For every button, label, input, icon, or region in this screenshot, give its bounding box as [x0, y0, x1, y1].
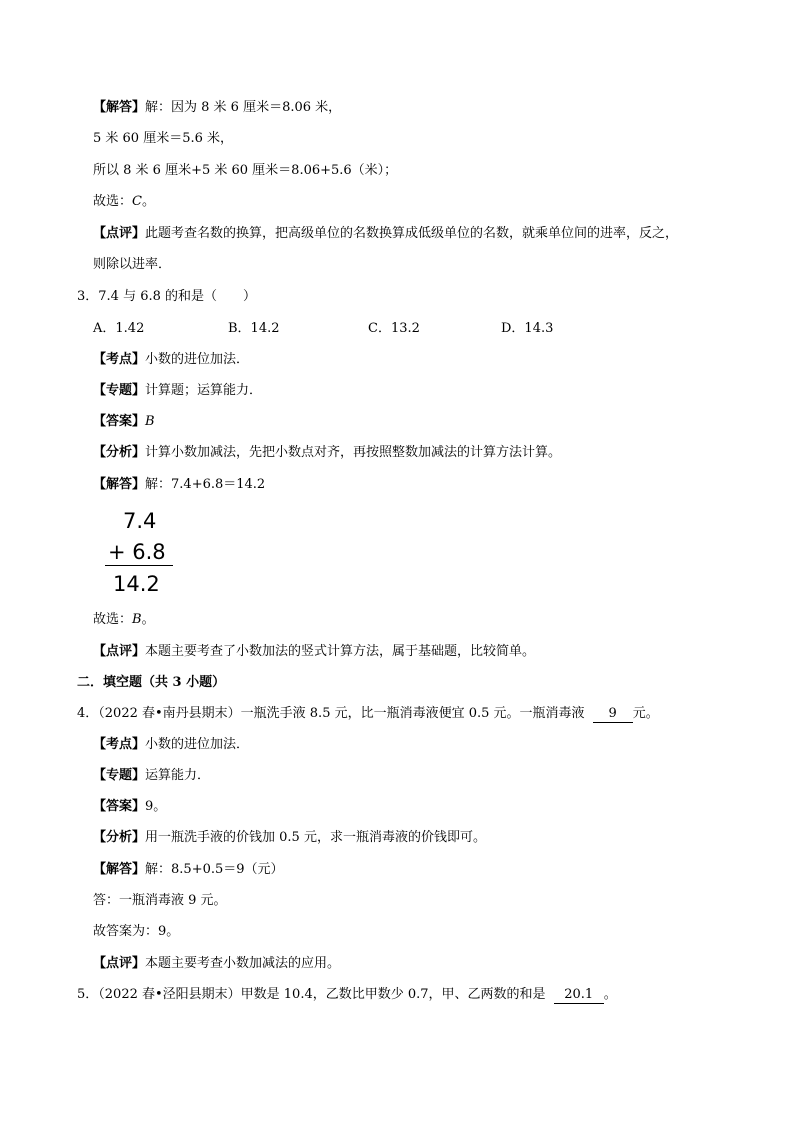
- q3-choice-line: [93, 611, 155, 629]
- q3-option-d: D．14.3: [501, 321, 554, 336]
- q5-stem-end: 。: [603, 987, 617, 1002]
- q4-solution-text: 解：8.5+0.5＝9（元）: [145, 862, 284, 877]
- q2-comment-line-2: 则除以进率．: [93, 257, 172, 272]
- q4-stem-text: 4．（2022 春•南丹县期末）一瓶洗手液 8.5 元，比一瓶消毒液便宜 0.5 元。一瓶消毒液: [77, 706, 585, 721]
- q4-analysis-text: 用一瓶洗手液的价钱加 0.5 元，求一瓶消毒液的价钱即可。: [145, 830, 486, 845]
- q4-comment-text: 本题主要考查小数加减法的应用。: [145, 956, 341, 971]
- q4-testpoint-tag: 【考点】: [93, 737, 146, 752]
- q4-testpoint-text: 小数的进位加法．: [145, 737, 250, 752]
- q3-vertical-top-number: 7.4: [123, 509, 157, 533]
- q2-solution-line-3: 所以 8 米 6 厘米+5 米 60 厘米＝8.06+5.6（米）；: [93, 163, 398, 178]
- q3-topic-text: 计算题；运算能力．: [145, 383, 263, 398]
- q3-analysis-line: [93, 444, 561, 462]
- q4-solution-line: [93, 861, 284, 879]
- q3-solution-line: [93, 476, 265, 494]
- q3-topic-tag: 【专题】: [93, 383, 146, 398]
- q3-comment-line: [93, 643, 535, 661]
- q3-answer-tag: 【答案】: [93, 414, 146, 429]
- q3-solution-text: 解：7.4+6.8＝14.2: [145, 477, 266, 492]
- q3-solution-tag: 【解答】: [93, 477, 146, 492]
- q2-comment-text: 此题考查名数的换算，把高级单位的名数换算成低级单位的名数，就乘单位间的进率，反之，: [145, 226, 679, 241]
- q4-testpoint-line: [93, 736, 249, 754]
- q5-stem-text: 5．（2022 春•泾阳县期末）甲数是 10.4，乙数比甲数少 0.7，甲、乙两数的和是: [77, 987, 546, 1002]
- q2-choice-answer: C: [132, 194, 142, 209]
- q4-topic-tag: 【专题】: [93, 768, 146, 783]
- q2-choice-end: 。: [141, 194, 155, 209]
- q3-testpoint-text: 小数的进位加法．: [145, 352, 250, 367]
- q4-answer-line: [93, 798, 166, 816]
- q3-vertical-second-number: + 6.8: [108, 540, 166, 564]
- q4-answer-tag: 【答案】: [93, 799, 146, 814]
- q4-reply-line: 答：一瓶消毒液 9 元。: [93, 893, 227, 908]
- q4-analysis-line: [93, 829, 486, 847]
- q3-vertical-result: 14.2: [113, 572, 160, 596]
- q4-topic-text: 运算能力．: [145, 768, 211, 783]
- q3-analysis-text: 计算小数加减法，先把小数点对齐，再按照整数加减法的计算方法计算。: [145, 445, 562, 460]
- q3-choice-answer: B: [132, 612, 142, 627]
- q4-topic-line: [93, 767, 210, 785]
- q3-testpoint-line: [93, 351, 249, 369]
- q4-analysis-tag: 【分析】: [93, 830, 146, 845]
- q3-answer-line: [93, 413, 155, 431]
- q3-answer-text: B: [145, 414, 155, 429]
- q4-final-answer-line: 故答案为：9。: [93, 924, 180, 939]
- q3-testpoint-tag: 【考点】: [93, 352, 146, 367]
- q2-solution-tag: 【解答】: [93, 100, 146, 115]
- q3-option-c: C．13.2: [368, 321, 420, 336]
- q3-stem: 3．7.4 与 6.8 的和是（ ）: [77, 289, 257, 304]
- q3-comment-tag: 【点评】: [93, 644, 146, 659]
- q3-choice-label: 故选：: [93, 612, 133, 627]
- q3-topic-line: [93, 382, 262, 400]
- q2-choice-label: 故选：: [93, 194, 133, 209]
- q2-choice-line: [93, 193, 155, 211]
- q3-option-a: A．1.42: [93, 321, 145, 336]
- q2-comment-tag: 【点评】: [93, 226, 146, 241]
- q4-stem-end: 元。: [632, 706, 659, 721]
- q5-answer-blank: 20.1: [554, 987, 604, 1004]
- q2-solution-text: 解：因为 8 米 6 厘米＝8.06 米，: [145, 100, 342, 115]
- q3-comment-text: 本题主要考查了小数加法的竖式计算方法，属于基础题，比较简单。: [145, 644, 536, 659]
- q4-answer-blank: 9: [593, 706, 633, 723]
- q4-comment-tag: 【点评】: [93, 956, 146, 971]
- q4-stem: [77, 705, 659, 723]
- q4-solution-tag: 【解答】: [93, 862, 146, 877]
- q3-option-b: B．14.2: [228, 321, 280, 336]
- q3-vertical-sum-rule: [105, 565, 173, 566]
- q3-analysis-tag: 【分析】: [93, 445, 146, 460]
- q2-solution-line-2: 5 米 60 厘米＝5.6 米，: [93, 131, 234, 146]
- q3-choice-end: 。: [141, 612, 155, 627]
- q4-comment-line: [93, 955, 340, 973]
- q2-solution-line-1: [93, 99, 341, 117]
- section-heading-fill-in: 二．填空题（共 3 小题）: [77, 675, 226, 690]
- q5-stem: [77, 986, 617, 1004]
- q4-answer-text: 9。: [145, 799, 167, 814]
- q2-comment-line-1: [93, 225, 678, 243]
